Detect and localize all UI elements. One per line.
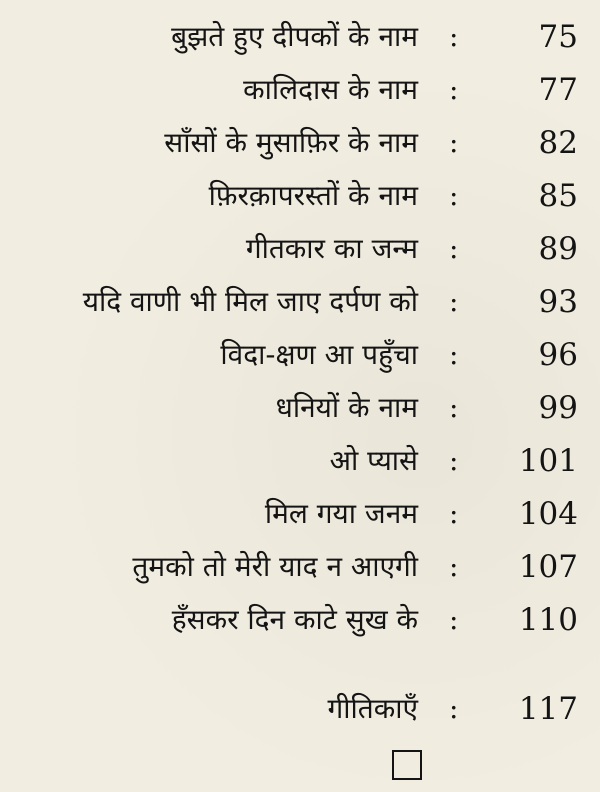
toc-entry-title: साँसों के मुसाफ़िर के नाम <box>164 126 418 159</box>
toc-entry-page-number: 82 <box>538 125 578 161</box>
toc-entry-page-number: 110 <box>518 602 578 638</box>
toc-entry-title: मिल गया जनम <box>264 497 418 530</box>
toc-entry-separator: : <box>449 338 459 371</box>
toc-entry-title: धनियों के नाम <box>275 391 418 424</box>
toc-entry-page-number: 85 <box>538 178 578 214</box>
toc-entry-title: गीतकार का जन्म <box>245 232 418 265</box>
toc-entry <box>0 434 600 486</box>
toc-entry-title: हँसकर दिन काटे सुख के <box>171 603 418 636</box>
toc-entry <box>0 540 600 592</box>
toc-entry-title: विदा-क्षण आ पहुँचा <box>220 338 418 371</box>
end-square-icon <box>392 750 422 780</box>
toc-entry-page-number: 99 <box>538 390 578 426</box>
toc-entry-title: गीतिकाएँ <box>327 692 418 725</box>
toc-entry <box>0 275 600 327</box>
toc-entry-title: ओ प्यासे <box>329 444 418 477</box>
toc-entry-separator: : <box>449 285 459 318</box>
toc-entry-separator: : <box>449 497 459 530</box>
toc-entry-separator: : <box>449 550 459 583</box>
toc-entry-title: तुमको तो मेरी याद न आएगी <box>132 550 418 583</box>
toc-entry-page-number: 89 <box>538 231 578 267</box>
toc-entry-page-number: 101 <box>518 443 578 479</box>
toc-entry-separator: : <box>449 444 459 477</box>
toc-entry-page-number: 117 <box>518 691 578 727</box>
toc-entry-separator: : <box>449 73 459 106</box>
toc-entry-page-number: 75 <box>538 19 578 55</box>
toc-entry <box>0 682 600 734</box>
toc-entry-page-number: 93 <box>538 284 578 320</box>
toc-entry-separator: : <box>449 179 459 212</box>
toc-entry <box>0 328 600 380</box>
toc-entry <box>0 381 600 433</box>
toc-entry <box>0 222 600 274</box>
toc-entry <box>0 10 600 62</box>
toc-entry-title: यदि वाणी भी मिल जाए दर्पण को <box>82 285 418 318</box>
toc-entry-page-number: 96 <box>538 337 578 373</box>
toc-entry-separator: : <box>449 20 459 53</box>
toc-entry <box>0 593 600 645</box>
toc-entry-separator: : <box>449 126 459 159</box>
toc-entry-title: फ़िरक़ापरस्तों के नाम <box>208 179 418 212</box>
toc-entry-page-number: 107 <box>518 549 578 585</box>
toc-entry-title: कालिदास के नाम <box>243 73 418 106</box>
toc-entry <box>0 116 600 168</box>
toc-entry <box>0 487 600 539</box>
toc-entry-title: बुझते हुए दीपकों के नाम <box>171 20 418 53</box>
toc-entry-page-number: 104 <box>518 496 578 532</box>
toc-entry <box>0 63 600 115</box>
toc-entry-separator: : <box>449 232 459 265</box>
toc-entry-separator: : <box>449 603 459 636</box>
toc-entry-separator: : <box>449 692 459 725</box>
toc-entry-page-number: 77 <box>538 72 578 108</box>
toc-entry <box>0 169 600 221</box>
toc-entry-separator: : <box>449 391 459 424</box>
